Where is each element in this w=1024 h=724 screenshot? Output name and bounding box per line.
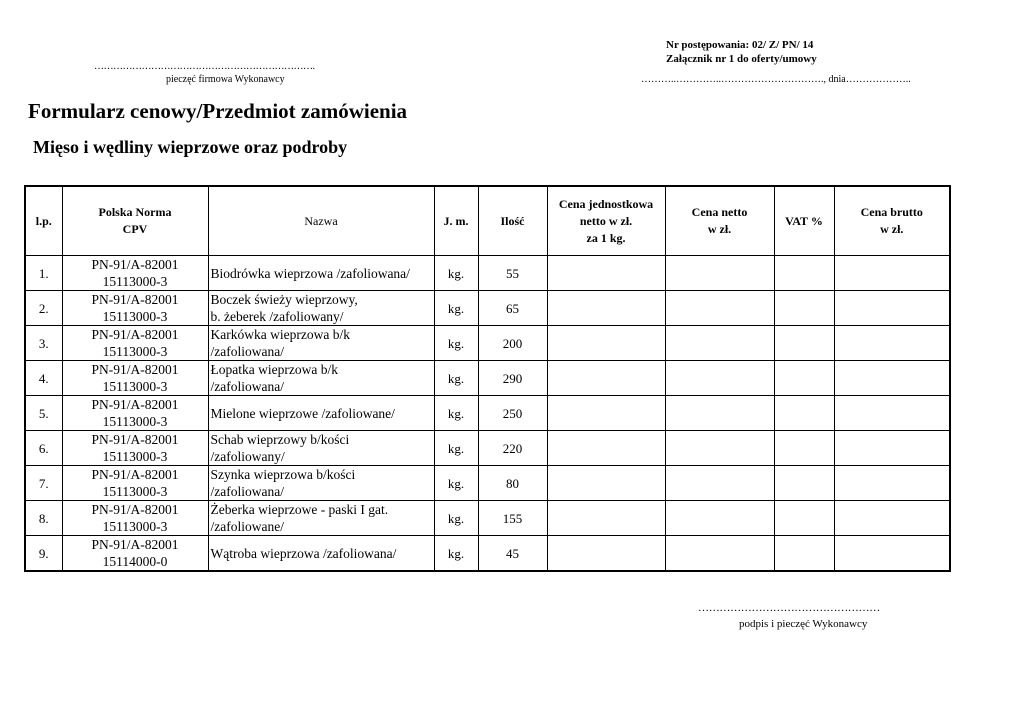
row-name-line-2: /zafoliowany/ [210, 449, 285, 464]
row-name-line-2: b. żeberek /zafoliowany/ [210, 309, 344, 324]
row-qty: 55 [478, 256, 547, 291]
row-norm-cpv [62, 466, 208, 501]
signature-label: podpis i pieczęć Wykonawcy [739, 618, 868, 630]
row-qty: 65 [478, 291, 547, 326]
row-name [208, 396, 434, 431]
header-vat: VAT % [774, 186, 834, 256]
row-name [208, 361, 434, 396]
row-name [208, 501, 434, 536]
row-net-price-cell[interactable] [665, 536, 774, 572]
row-gross-price-cell[interactable] [834, 256, 950, 291]
row-qty: 250 [478, 396, 547, 431]
row-name-line-1: Boczek świeży wieprzowy, [210, 292, 358, 307]
row-net-price-cell[interactable] [665, 361, 774, 396]
row-unit: kg. [434, 431, 478, 466]
row-norm: PN-91/A-82001 [91, 327, 179, 342]
row-qty: 200 [478, 326, 547, 361]
table-row [25, 256, 950, 291]
row-unit: kg. [434, 256, 478, 291]
header-norm: Polska Norma CPV [62, 186, 208, 256]
row-unit-price-cell[interactable] [547, 326, 665, 361]
row-norm: PN-91/A-82001 [91, 362, 179, 377]
row-name [208, 431, 434, 466]
page-subtitle: Mięso i wędliny wieprzowe oraz podroby [33, 137, 348, 157]
row-name-line-2: /zafoliowana/ [210, 344, 284, 359]
row-gross-price-cell[interactable] [834, 361, 950, 396]
row-unit: kg. [434, 396, 478, 431]
signature-dotted-line: …………………………………………… [698, 602, 880, 614]
row-vat-cell[interactable] [774, 361, 834, 396]
row-gross-price-cell[interactable] [834, 326, 950, 361]
row-vat-cell[interactable] [774, 256, 834, 291]
row-qty: 155 [478, 501, 547, 536]
row-name-line-1: Schab wieprzowy b/kości [210, 432, 350, 447]
header-net-price: Cena netto w zł. [665, 186, 774, 256]
header-gross-price: Cena brutto w zł. [834, 186, 950, 256]
row-name-line-1: Żeberka wieprzowe - paski I gat. [210, 502, 389, 517]
table-row [25, 466, 950, 501]
row-name-line-1: Mielone wieprzowe /zafoliowane/ [210, 405, 395, 421]
row-qty: 290 [478, 361, 547, 396]
row-norm-cpv [62, 291, 208, 326]
row-unit: kg. [434, 501, 478, 536]
row-gross-price-cell[interactable] [834, 431, 950, 466]
row-cpv: 15113000-3 [102, 379, 168, 394]
row-vat-cell[interactable] [774, 396, 834, 431]
row-net-price-cell[interactable] [665, 326, 774, 361]
row-norm-cpv [62, 431, 208, 466]
row-name-line-2: /zafoliowane/ [210, 519, 284, 534]
row-vat-cell[interactable] [774, 536, 834, 572]
row-name [208, 326, 434, 361]
row-vat-cell[interactable] [774, 291, 834, 326]
row-gross-price-cell[interactable] [834, 291, 950, 326]
document-reference [666, 38, 817, 66]
row-net-price-cell[interactable] [665, 291, 774, 326]
row-qty: 220 [478, 431, 547, 466]
row-name [208, 256, 434, 291]
row-cpv: 15113000-3 [102, 449, 168, 464]
row-vat-cell[interactable] [774, 326, 834, 361]
header-unit-price: Cena jednostkowa netto w zł. za 1 kg. [547, 186, 665, 256]
row-net-price-cell[interactable] [665, 256, 774, 291]
header-lp: l.p. [25, 186, 62, 256]
row-norm-cpv [62, 536, 208, 572]
row-unit: kg. [434, 536, 478, 572]
place-date-line: ………..…………..…………………………., dnia……………….. [641, 74, 911, 85]
row-norm: PN-91/A-82001 [91, 502, 179, 517]
row-name-line-1: Łopatka wieprzowa b/k [210, 362, 338, 377]
row-name-line-1: Wątroba wieprzowa /zafoliowana/ [210, 545, 397, 561]
row-unit: kg. [434, 466, 478, 501]
row-lp: 1. [25, 256, 62, 291]
table-row [25, 326, 950, 361]
row-cpv: 15114000-0 [102, 554, 168, 569]
row-cpv: 15113000-3 [102, 344, 168, 359]
table-row [25, 361, 950, 396]
row-lp: 7. [25, 466, 62, 501]
row-unit: kg. [434, 361, 478, 396]
price-table [24, 185, 951, 572]
row-norm-cpv [62, 256, 208, 291]
row-gross-price-cell[interactable] [834, 466, 950, 501]
row-vat-cell[interactable] [774, 466, 834, 501]
stamp-dotted-line: ……………………………………………………………. [94, 61, 315, 72]
row-norm: PN-91/A-82001 [91, 537, 179, 552]
row-name [208, 466, 434, 501]
table-row [25, 396, 950, 431]
row-unit: kg. [434, 291, 478, 326]
row-name-line-1: Karkówka wieprzowa b/k [210, 327, 350, 342]
row-lp: 8. [25, 501, 62, 536]
row-gross-price-cell[interactable] [834, 536, 950, 572]
row-name [208, 291, 434, 326]
row-norm-cpv [62, 396, 208, 431]
row-lp: 2. [25, 291, 62, 326]
row-norm: PN-91/A-82001 [91, 397, 179, 412]
row-unit-price-cell[interactable] [547, 501, 665, 536]
row-unit-price-cell[interactable] [547, 431, 665, 466]
row-norm: PN-91/A-82001 [91, 467, 179, 482]
row-unit-price-cell[interactable] [547, 291, 665, 326]
row-net-price-cell[interactable] [665, 431, 774, 466]
row-name-line-2: /zafoliowana/ [210, 379, 284, 394]
row-name-line-2: /zafoliowana/ [210, 484, 284, 499]
attachment-label: Załącznik nr 1 do oferty/umowy [666, 53, 817, 65]
row-net-price-cell[interactable] [665, 466, 774, 501]
row-vat-cell[interactable] [774, 431, 834, 466]
row-gross-price-cell[interactable] [834, 501, 950, 536]
row-unit-price-cell[interactable] [547, 396, 665, 431]
row-qty: 80 [478, 466, 547, 501]
row-vat-cell[interactable] [774, 501, 834, 536]
row-norm: PN-91/A-82001 [91, 432, 179, 447]
table-row [25, 536, 950, 572]
row-norm: PN-91/A-82001 [91, 257, 179, 272]
row-lp: 5. [25, 396, 62, 431]
row-net-price-cell[interactable] [665, 501, 774, 536]
row-unit-price-cell[interactable] [547, 256, 665, 291]
proceeding-number: Nr postępowania: 02/ Z/ PN/ 14 [666, 39, 814, 51]
header-qty: Ilość [478, 186, 547, 256]
row-norm-cpv [62, 361, 208, 396]
row-name [208, 536, 434, 572]
company-stamp-label: pieczęć firmowa Wykonawcy [166, 74, 285, 85]
row-norm: PN-91/A-82001 [91, 292, 179, 307]
row-net-price-cell[interactable] [665, 396, 774, 431]
row-cpv: 15113000-3 [102, 414, 168, 429]
row-cpv: 15113000-3 [102, 519, 168, 534]
row-unit-price-cell[interactable] [547, 466, 665, 501]
table-row [25, 291, 950, 326]
row-unit-price-cell[interactable] [547, 361, 665, 396]
row-norm-cpv [62, 501, 208, 536]
table-row [25, 501, 950, 536]
row-name-line-1: Szynka wieprzowa b/kości [210, 467, 356, 482]
row-unit: kg. [434, 326, 478, 361]
row-cpv: 15113000-3 [102, 274, 168, 289]
row-gross-price-cell[interactable] [834, 396, 950, 431]
header-name: Nazwa [208, 186, 434, 256]
row-lp: 3. [25, 326, 62, 361]
row-name-line-1: Biodrówka wieprzowa /zafoliowana/ [210, 265, 410, 281]
row-lp: 6. [25, 431, 62, 466]
row-cpv: 15113000-3 [102, 309, 168, 324]
row-lp: 9. [25, 536, 62, 572]
table-header-row [25, 186, 950, 256]
page-title: Formularz cenowy/Przedmiot zamówienia [28, 99, 408, 123]
table-row [25, 431, 950, 466]
row-norm-cpv [62, 326, 208, 361]
header-unit: J. m. [434, 186, 478, 256]
row-lp: 4. [25, 361, 62, 396]
row-unit-price-cell[interactable] [547, 536, 665, 572]
row-cpv: 15113000-3 [102, 484, 168, 499]
row-qty: 45 [478, 536, 547, 572]
